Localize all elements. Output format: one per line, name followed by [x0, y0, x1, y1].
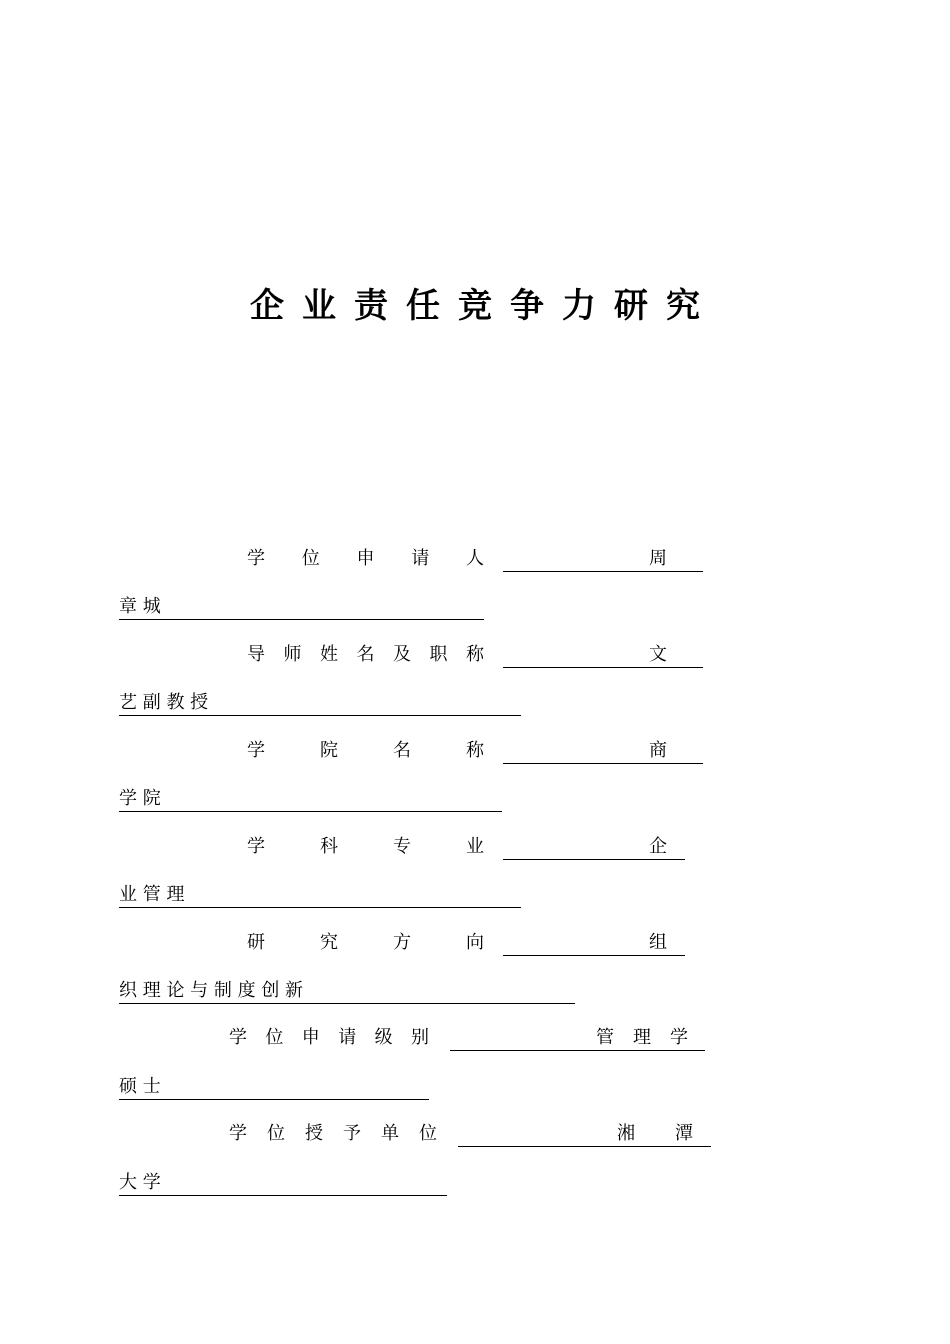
field-label-applicant: 学位申请人: [247, 548, 484, 569]
field-value-degree-grantor: 湘 潭: [617, 1123, 693, 1144]
field-underline-school: [503, 739, 703, 764]
field-label-supervisor: 导师姓名及职称: [247, 644, 484, 665]
field-value-supervisor-cont: 艺 副 教 授: [119, 691, 521, 716]
field-value-degree-level: 管 理 学: [596, 1027, 688, 1048]
field-value-research-direction: 组: [649, 932, 667, 953]
field-value-discipline-cont: 业 管 理: [119, 883, 521, 908]
field-value-school-cont: 学 院: [119, 787, 502, 812]
field-label-degree-grantor: 学位授予单位: [229, 1123, 437, 1144]
field-value-applicant: 周: [649, 548, 667, 569]
field-value-degree-grantor-cont: 大 学: [119, 1171, 447, 1196]
field-value-applicant-cont: 章 城: [119, 595, 484, 620]
field-label-school: 学院名称: [247, 740, 484, 761]
field-value-supervisor: 文: [649, 644, 667, 665]
field-underline-applicant: [503, 547, 703, 572]
field-value-school: 商: [649, 740, 667, 761]
field-value-research-direction-cont: 织 理 论 与 制 度 创 新: [119, 979, 575, 1004]
field-value-discipline: 企: [649, 836, 667, 857]
field-label-research-direction: 研究方向: [247, 932, 484, 953]
document-title: 企业责任竞争力研究: [250, 286, 718, 326]
field-label-degree-level: 学位申请级别: [229, 1027, 429, 1048]
field-value-degree-level-cont: 硕 士: [119, 1075, 429, 1100]
field-label-discipline: 学科专业: [247, 836, 484, 857]
field-underline-supervisor: [503, 643, 703, 668]
